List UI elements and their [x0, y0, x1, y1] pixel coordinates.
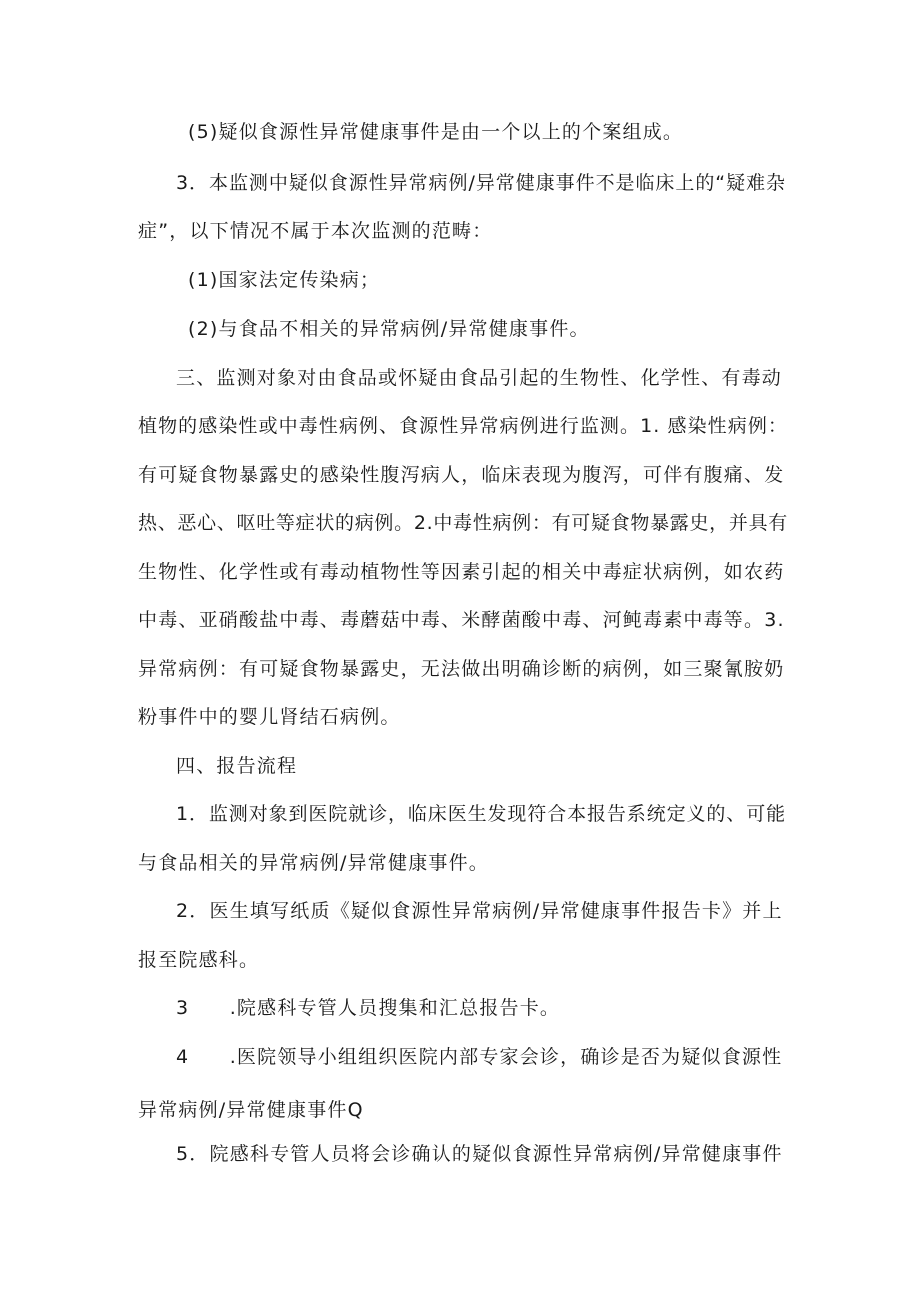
text-line: 三、监测对象对由食品或怀疑由食品引起的生物性、化学性、有毒动 [176, 367, 783, 389]
text-line: 粉事件中的婴儿肾结石病例。 [138, 706, 401, 728]
text-line: 中毒、亚硝酸盐中毒、毒蘑菇中毒、米酵菌酸中毒、河鲀毒素中毒等。3. [138, 609, 785, 631]
text-line: 4 .医院领导小组组织医院内部专家会诊，确诊是否为疑似食源性 [176, 1046, 783, 1068]
text-line: 报至院感科。 [138, 949, 260, 971]
text-line: 植物的感染性或中毒性病例、食源性异常病例进行监测。1. 感染性病例： [138, 415, 788, 437]
text-line: 3．本监测中疑似食源性异常病例/异常健康事件不是临床上的“疑难杂 [176, 172, 786, 194]
section-heading: 四、报告流程 [176, 755, 298, 777]
text-line: (5)疑似食源性异常健康事件是由一个以上的个案组成。 [188, 121, 684, 143]
text-line: 5．院感科专管人员将会诊确认的疑似食源性异常病例/异常健康事件 [176, 1143, 783, 1165]
text-line: 有可疑食物暴露史的感染性腹泻病人，临床表现为腹泻，可伴有腹痛、发 [138, 464, 785, 486]
text-line: 异常病例：有可疑食物暴露史，无法做出明确诊断的病例，如三聚氰胺奶 [138, 658, 785, 680]
text-line: 症”，以下情况不属于本次监测的范畴： [138, 220, 493, 242]
text-line: 热、恶心、呕吐等症状的病例。2.中毒性病例：有可疑食物暴露史，并具有 [138, 512, 788, 534]
text-line: 生物性、化学性或有毒动植物性等因素引起的相关中毒症状病例，如农药 [138, 561, 785, 583]
text-line: 异常病例/异常健康事件Q [138, 1099, 364, 1121]
text-line: 3 .院感科专管人员搜集和汇总报告卡。 [176, 997, 561, 1019]
text-line: (1)国家法定传染病； [188, 269, 381, 291]
text-line: 与食品相关的异常病例/异常健康事件。 [138, 852, 490, 874]
text-line: (2)与食品不相关的异常病例/异常健康事件。 [188, 318, 590, 340]
text-line: 1．监测对象到医院就诊，临床医生发现符合本报告系统定义的、可能 [176, 803, 786, 825]
text-line: 2．医生填写纸质《疑似食源性异常病例/异常健康事件报告卡》并上 [176, 900, 783, 922]
